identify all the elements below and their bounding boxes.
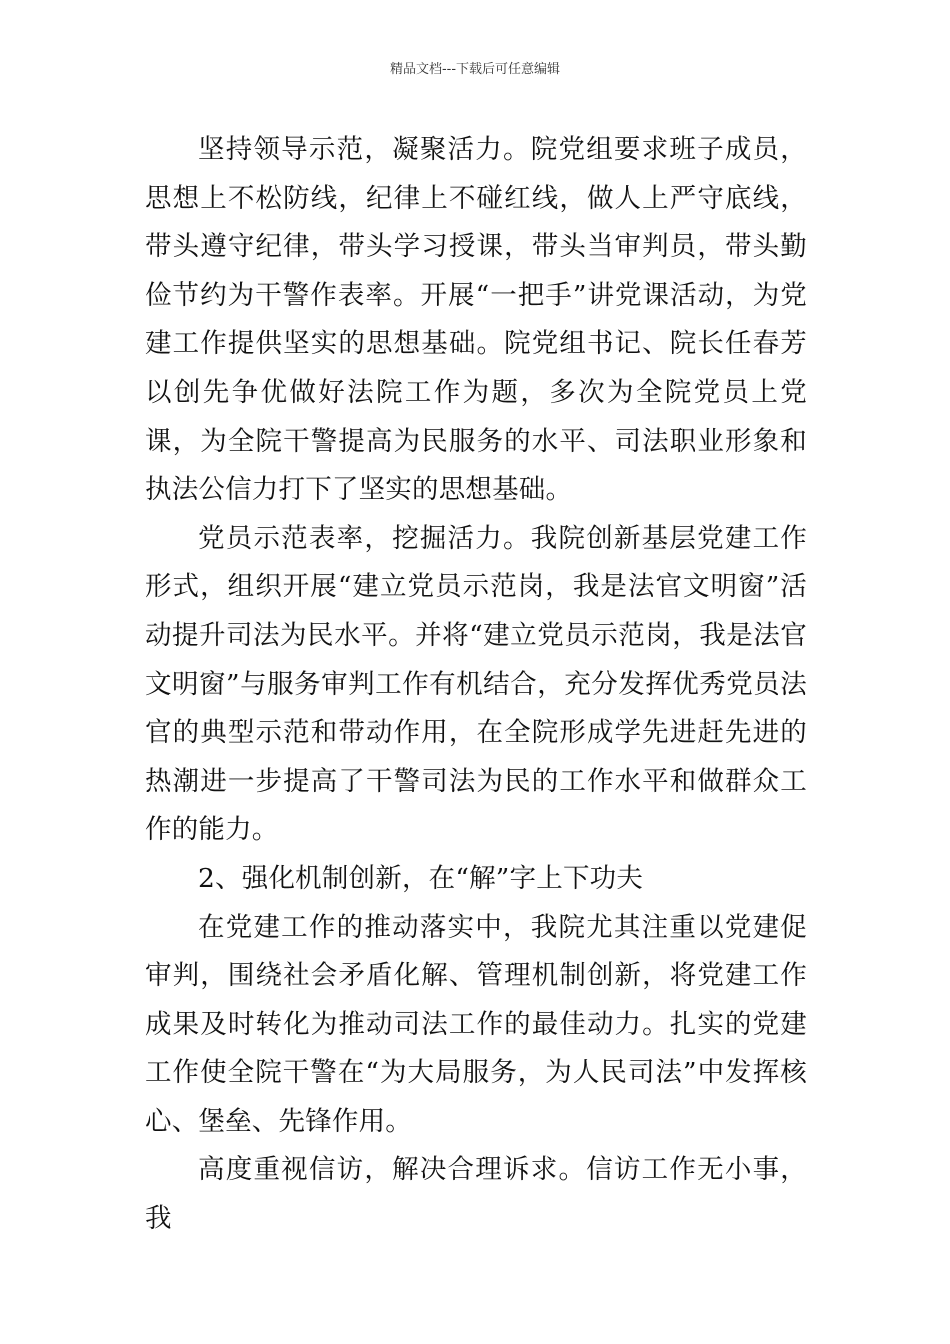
paragraph-party-members: 党员示范表率，挖掘活力。我院创新基层党建工作形式，组织开展“建立党员示范岗，我是法官文明窗”活动提升司法为民水平。并将“建立党员示范岗，我是法官文明窗”与服务审判工作有机结合，充分发挥优秀党员法官的典型示范和带动作用，在全院形成学先进赶先进的热潮进一步提高了干警司法为民的工作水平和做群众工作的能力。 <box>145 522 807 846</box>
page-header: 精品文档---下载后可任意编辑 <box>389 62 561 77</box>
paragraph-leadership: 坚持领导示范，凝聚活力。院党组要求班子成员，思想上不松防线，纪律上不碰红线，做人上严守底线，带头遵守纪律，带头学习授课，带头当审判员，带头勤俭节约为干警作表率。开展“一把手”讲党课活动，为党建工作提供坚实的思想基础。院党组书记、院长任春芳以创先争优做好法院工作为题，多次为全院党员上党课，为全院干警提高为民服务的水平、司法职业形象和执法公信力打下了坚实的思想基础。 <box>145 134 807 506</box>
paragraph-petition: 高度重视信访，解决合理诉求。信访工作无小事，我 <box>145 1154 807 1235</box>
document-body <box>145 126 807 1244</box>
paragraph-mechanism: 在党建工作的推动落实中，我院尤其注重以党建促审判，围绕社会矛盾化解、管理机制创新，将党建工作成果及时转化为推动司法工作的最佳动力。扎实的党建工作使全院干警在“为大局服务，为人民司法”中发挥核心、堡垒、先锋作用。 <box>145 911 807 1137</box>
section-heading-2: 2、强化机制创新，在“解”字上下功夫 <box>198 862 644 894</box>
